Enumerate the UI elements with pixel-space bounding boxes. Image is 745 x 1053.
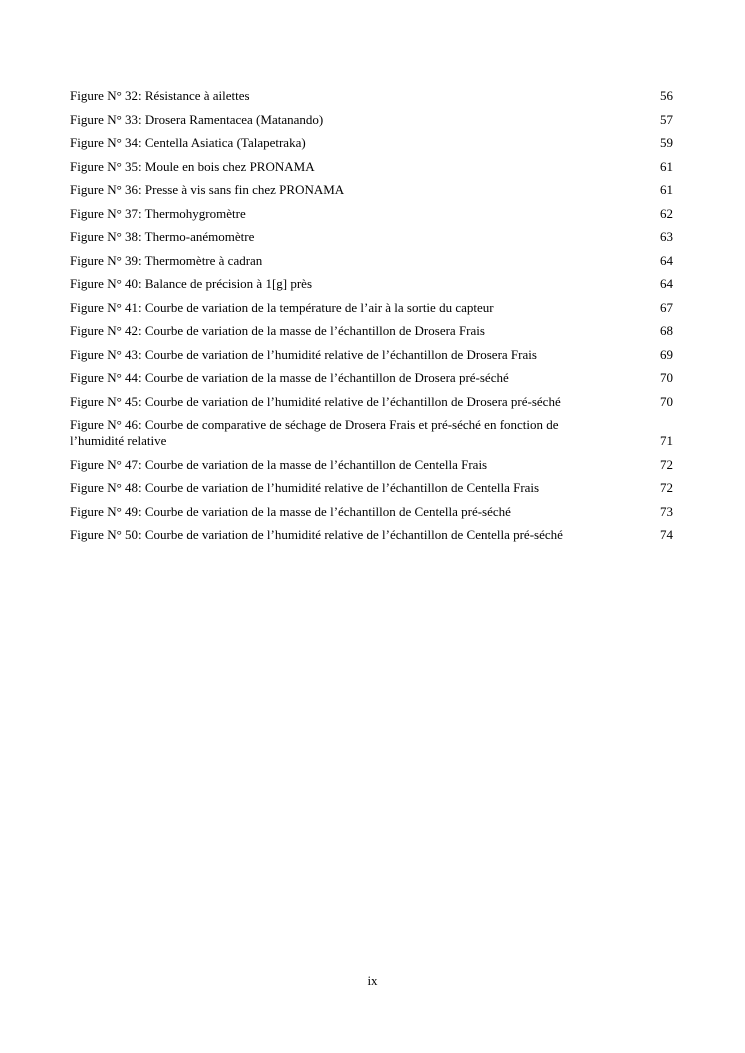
toc-entry-label-continued: l’humidité relative (70, 433, 167, 448)
toc-entry-page: 62 (660, 205, 673, 221)
toc-entry[interactable] (70, 182, 673, 206)
toc-entry[interactable] (70, 504, 673, 528)
toc-entry-page: 68 (660, 323, 673, 338)
toc-entry-label: Figure N° 40: Balance de précision à 1[g] près (70, 276, 313, 291)
toc-entry-label: Figure N° 45: Courbe de variation de l’humidité relative de l’échantillon de Drosera pré-séché (70, 393, 561, 409)
toc-entry-page: 73 (660, 503, 673, 519)
toc-entry[interactable] (70, 135, 673, 159)
toc-entry-page: 74 (660, 527, 673, 542)
toc-entry-page: 70 (660, 393, 673, 409)
toc-entry-label: Figure N° 37: Thermohygromètre (70, 205, 246, 221)
toc-entry-page: 61 (660, 158, 673, 174)
toc-entry[interactable] (70, 88, 673, 112)
toc-entry-label: Figure N° 38: Thermo-anémomètre (70, 229, 255, 244)
toc-entry-page: 64 (660, 276, 673, 291)
toc-entry-page: 64 (660, 252, 673, 268)
toc-entry[interactable] (70, 112, 673, 136)
toc-entry-label: Figure N° 47: Courbe de variation de la masse de l’échantillon de Centella Frais (70, 456, 488, 472)
toc-entry-label: Figure N° 48: Courbe de variation de l’humidité relative de l’échantillon de Centella Frais (70, 480, 540, 495)
toc-entry-label: Figure N° 41: Courbe de variation de la température de l’air à la sortie du capteur (70, 299, 494, 315)
toc-entry-continuation (70, 433, 673, 449)
toc-entry[interactable] (70, 394, 673, 418)
toc-entry[interactable] (70, 300, 673, 324)
toc-entry-label: Figure N° 34: Centella Asiatica (Talapetraka) (70, 135, 306, 150)
toc-entry-page: 71 (660, 433, 673, 448)
toc-entry-page: 72 (660, 480, 673, 495)
toc-entry[interactable] (70, 206, 673, 230)
toc-entry-page: 59 (660, 135, 673, 150)
toc-entry[interactable] (70, 457, 673, 481)
toc-entry-page: 69 (660, 346, 673, 362)
toc-entry-page: 70 (660, 370, 673, 385)
toc-entry[interactable] (70, 229, 673, 253)
toc-entry-label: Figure N° 42: Courbe de variation de la masse de l’échantillon de Drosera Frais (70, 323, 485, 338)
toc-entry[interactable] (70, 159, 673, 183)
toc-entry[interactable] (70, 253, 673, 277)
toc-entry[interactable] (70, 276, 673, 300)
toc-entry[interactable] (70, 347, 673, 371)
toc-entry-label: Figure N° 46: Courbe de comparative de séchage de Drosera Frais et pré-séché en fonction de (70, 417, 559, 432)
toc-entry[interactable] (70, 370, 673, 394)
toc-entry-label: Figure N° 32: Résistance à ailettes (70, 88, 250, 103)
toc-entry[interactable] (70, 527, 673, 551)
toc-entry[interactable] (70, 417, 673, 457)
toc-entry-label: Figure N° 49: Courbe de variation de la masse de l’échantillon de Centella pré-séché (70, 503, 511, 519)
toc-entry[interactable] (70, 480, 673, 504)
toc-entry-page: 72 (660, 456, 673, 472)
toc-entry-page: 61 (660, 182, 673, 197)
toc-entry-page: 67 (660, 299, 673, 315)
toc-entry-label: Figure N° 35: Moule en bois chez PRONAMA (70, 158, 315, 174)
toc-entry-label: Figure N° 33: Drosera Ramentacea (Matanando) (70, 111, 324, 127)
toc-entry-label: Figure N° 44: Courbe de variation de la masse de l’échantillon de Drosera pré-séché (70, 370, 509, 385)
toc-entry[interactable] (70, 323, 673, 347)
toc-entry-label: Figure N° 39: Thermomètre à cadran (70, 252, 263, 268)
toc-entry-page: 63 (660, 229, 673, 244)
toc-entry-label: Figure N° 50: Courbe de variation de l’humidité relative de l’échantillon de Centella pré-séché (70, 527, 563, 542)
toc-entry-page: 57 (660, 111, 673, 127)
page-number: ix (367, 973, 378, 988)
toc-entry-page: 56 (660, 88, 673, 103)
toc-entry-label: Figure N° 43: Courbe de variation de l’humidité relative de l’échantillon de Drosera Frais (70, 346, 537, 362)
list-of-figures (70, 88, 673, 551)
toc-entry-label: Figure N° 36: Presse à vis sans fin chez PRONAMA (70, 182, 345, 197)
